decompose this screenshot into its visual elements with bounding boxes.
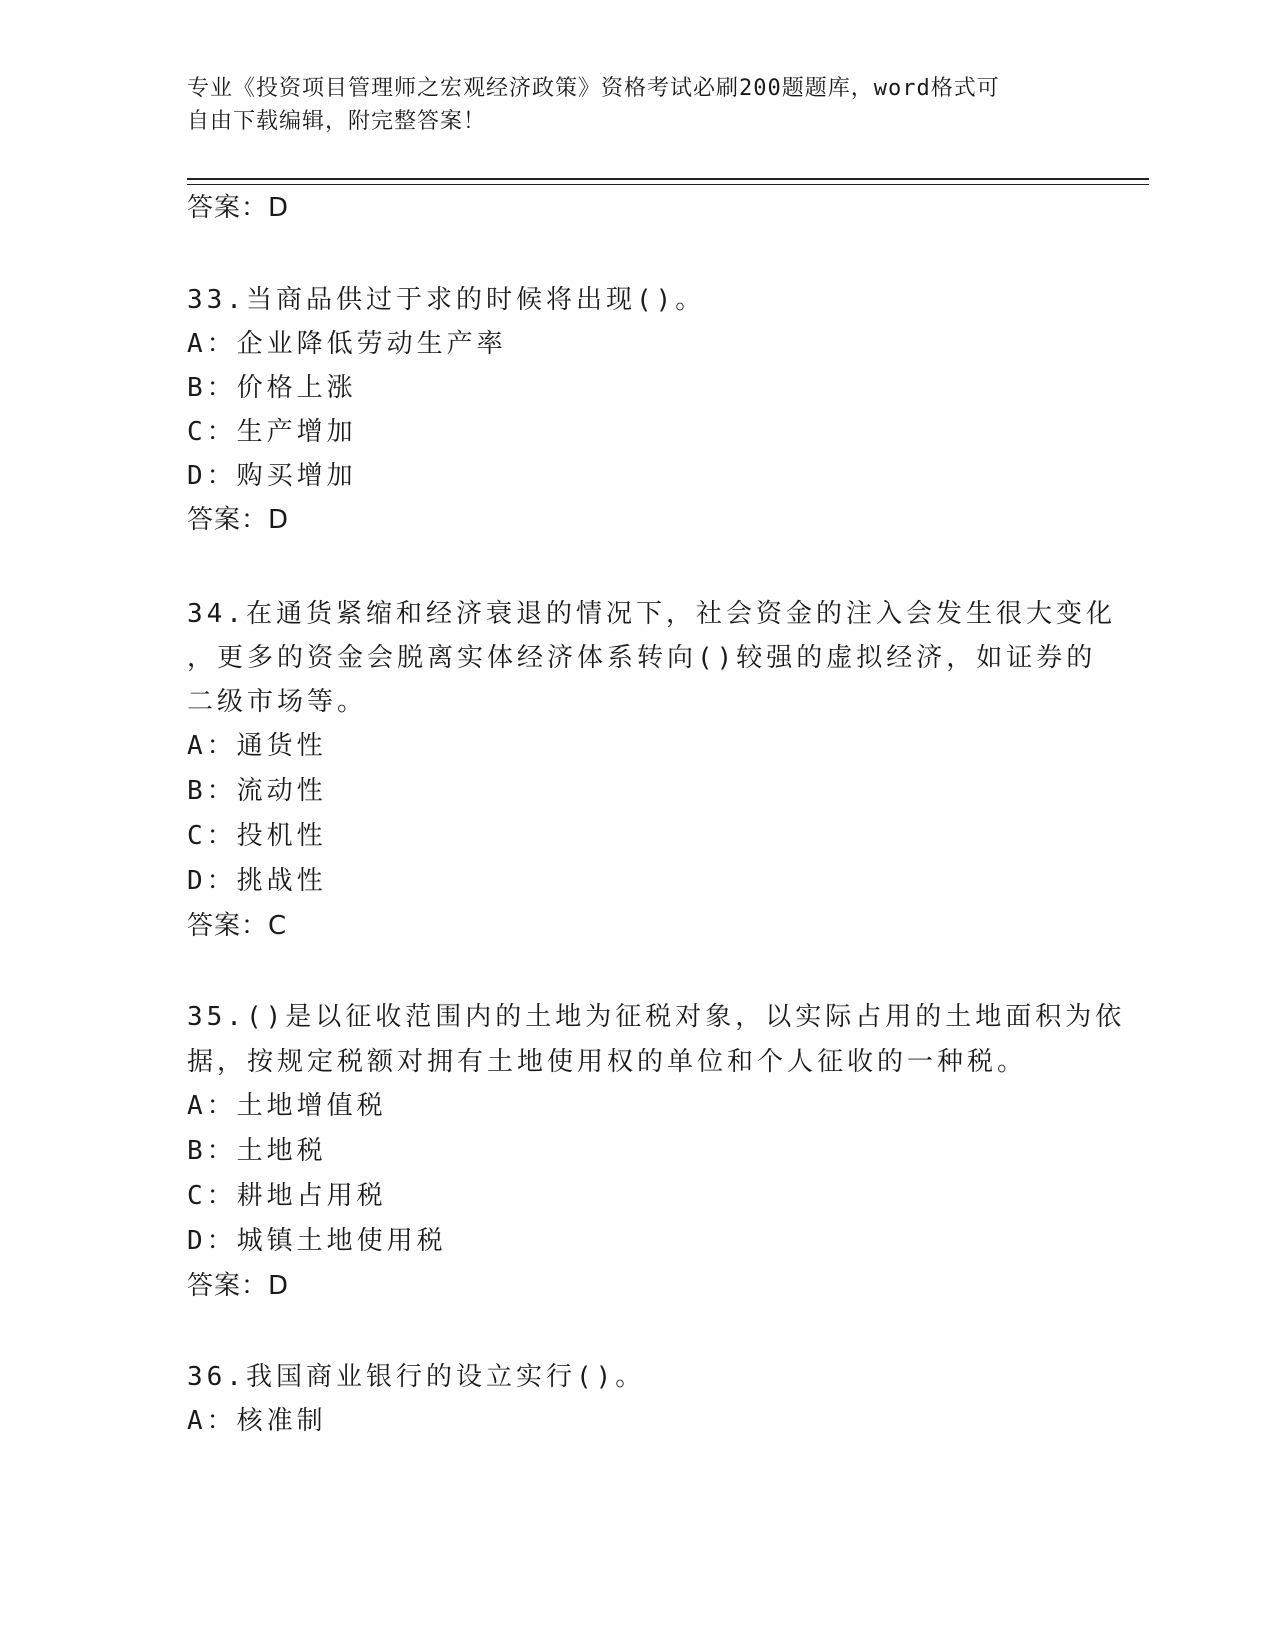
header-line-1: 专业《投资项目管理师之宏观经济政策》资格考试必刷200题题库，word格式可: [187, 76, 1000, 101]
option-a: A：通货性: [187, 731, 327, 761]
answer: 答案：D: [187, 1271, 290, 1301]
question-stem: 36.我国商业银行的设立实行()。: [187, 1362, 646, 1392]
option-d: D：城镇土地使用税: [187, 1226, 447, 1256]
answer: 答案：D: [187, 505, 290, 535]
option-c: C：生产增加: [187, 417, 357, 447]
option-c: C：耕地占用税: [187, 1181, 387, 1211]
question-stem-line-2: 据，按规定税额对拥有土地使用权的单位和个人征收的一种税。: [187, 1047, 1028, 1077]
header-divider-thin: [187, 184, 1149, 185]
question-stem: 33.当商品供过于求的时候将出现()。: [187, 285, 706, 315]
question-stem-line-1: 35.()是以征收范围内的土地为征税对象，以实际占用的土地面积为依: [187, 1002, 1126, 1032]
option-b: B：土地税: [187, 1136, 327, 1166]
option-d: D：挑战性: [187, 866, 327, 896]
option-a: A：核准制: [187, 1406, 327, 1436]
option-a: A：企业降低劳动生产率: [187, 329, 507, 359]
option-b: B：价格上涨: [187, 373, 357, 403]
question-stem-line-1: 34.在通货紧缩和经济衰退的情况下，社会资金的注入会发生很大变化: [187, 599, 1116, 629]
option-c: C：投机性: [187, 821, 327, 851]
document-header: [187, 72, 1067, 138]
answer: 答案：C: [187, 911, 288, 941]
header-line-2: 自由下载编辑，附完整答案！: [187, 109, 487, 134]
option-a: A：土地增值税: [187, 1091, 387, 1121]
answer-previous: 答案：D: [187, 193, 290, 223]
option-b: B：流动性: [187, 776, 327, 806]
header-divider-thick: [187, 178, 1149, 180]
question-stem-line-2: ，更多的资金会脱离实体经济体系转向()较强的虚拟经济，如证券的: [187, 643, 1097, 673]
option-d: D：购买增加: [187, 461, 357, 491]
question-stem-line-3: 二级市场等。: [187, 687, 368, 717]
